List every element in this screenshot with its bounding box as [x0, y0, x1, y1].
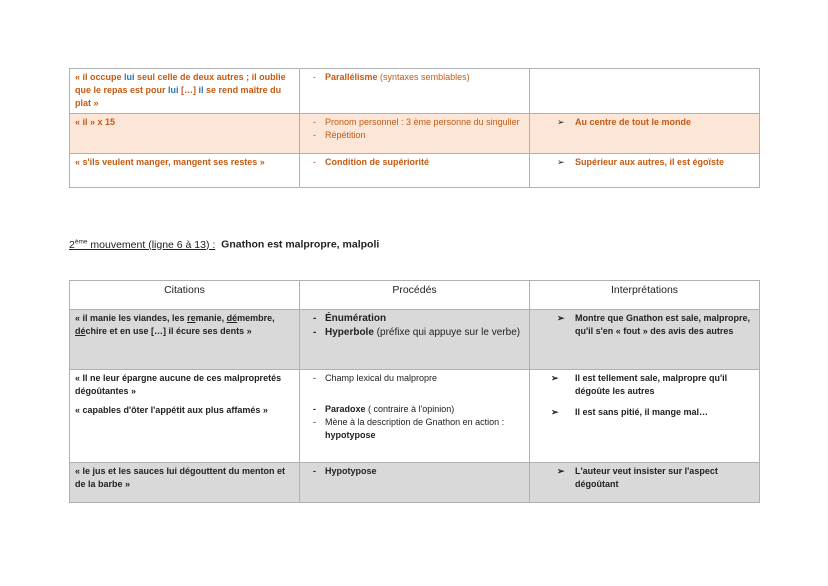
procede-cell: [300, 370, 530, 463]
list-item: ➢ Il est tellement sale, malpropre qu'il dégoûte les autres: [535, 372, 754, 398]
list-item: ➢ L'auteur veut insister sur l'aspect dégoûtant: [535, 465, 754, 491]
citation-cell: « s'ils veulent manger, mangent ses restes »: [70, 154, 300, 188]
interpretation-cell: [530, 463, 760, 503]
list-item: - Hyperbole (préfixe qui appuye sur le verbe): [305, 326, 524, 340]
interpretation-cell: [530, 370, 760, 463]
table-mouvement-1: [69, 68, 760, 188]
list-item: - Condition de supériorité: [305, 156, 524, 169]
citation-cell: « le jus et les sauces lui dégouttent du menton et de la barbe »: [70, 463, 300, 503]
dash-bullet-icon: -: [313, 417, 316, 427]
interpretation-cell: [530, 114, 760, 154]
interpretation-cell: [530, 310, 760, 370]
procede-cell: [300, 310, 530, 370]
list-item: - Parallélisme (syntaxes semblables): [305, 71, 524, 84]
table-row: [70, 310, 760, 370]
dash-bullet-icon: -: [313, 130, 316, 140]
arrow-bullet-icon: ➢: [557, 157, 565, 167]
arrow-bullet-icon: ➢: [551, 373, 559, 383]
list-item: ➢ Il est sans pitié, il mange mal…: [535, 406, 754, 419]
procede-cell: [300, 154, 530, 188]
citation-cell: « Il ne leur épargne aucune de ces malpropretés dégoûtantes » « capables d'ôter l'appétit aux plus affamés »: [70, 370, 300, 463]
interpretation-cell: [530, 69, 760, 114]
list-item: ➢ Montre que Gnathon est sale, malpropre, qu'il s'en « fout » des avis des autres: [535, 312, 754, 338]
list-item: - Paradoxe ( contraire à l'opinion): [305, 403, 524, 416]
procede-cell: [300, 114, 530, 154]
column-header-interpretations: Interprétations: [530, 281, 760, 310]
dash-bullet-icon: -: [313, 373, 316, 383]
list-item: - Champ lexical du malpropre: [305, 372, 524, 385]
table-row: [70, 69, 760, 114]
arrow-bullet-icon: ➢: [557, 117, 565, 127]
dash-bullet-icon: -: [313, 404, 316, 414]
list-item: ➢ Supérieur aux autres, il est égoïste: [535, 156, 754, 169]
list-item: - Énumération: [305, 312, 524, 326]
procede-cell: [300, 463, 530, 503]
table-header-row: [70, 281, 760, 310]
interpretation-cell: [530, 154, 760, 188]
procede-cell: [300, 69, 530, 114]
table-mouvement-2: [69, 280, 760, 503]
table-row: [70, 154, 760, 188]
list-item: - Répétition: [305, 129, 524, 142]
arrow-bullet-icon: ➢: [557, 313, 565, 323]
list-item: ➢ Au centre de tout le monde: [535, 116, 754, 129]
list-item: - Pronom personnel : 3 ème personne du singulier: [305, 116, 524, 129]
table-row: [70, 463, 760, 503]
table-row: [70, 114, 760, 154]
arrow-bullet-icon: ➢: [551, 407, 559, 417]
dash-bullet-icon: -: [313, 72, 316, 82]
dash-bullet-icon: -: [313, 117, 316, 127]
citation-cell: « il » x 15: [70, 114, 300, 154]
dash-bullet-icon: -: [313, 327, 317, 338]
dash-bullet-icon: -: [313, 466, 316, 476]
dash-bullet-icon: -: [313, 313, 317, 324]
column-header-procedes: Procédés: [300, 281, 530, 310]
citation-cell: « il manie les viandes, les remanie, démembre, déchire et en use […] il écure ses dents »: [70, 310, 300, 370]
dash-bullet-icon: -: [313, 157, 316, 167]
arrow-bullet-icon: ➢: [557, 466, 565, 476]
list-item: - Hypotypose: [305, 465, 524, 478]
column-header-citations: Citations: [70, 281, 300, 310]
citation-cell: « il occupe lui seul celle de deux autres ; il oublie que le repas est pour lui […] il se rend maître du plat »: [70, 69, 300, 114]
list-item: - Mène à la description de Gnathon en action : hypotypose: [305, 416, 524, 442]
table-row: [70, 370, 760, 463]
section-heading: 2ème mouvement (ligne 6 à 13) : Gnathon est malpropre, malpoli: [69, 238, 380, 251]
